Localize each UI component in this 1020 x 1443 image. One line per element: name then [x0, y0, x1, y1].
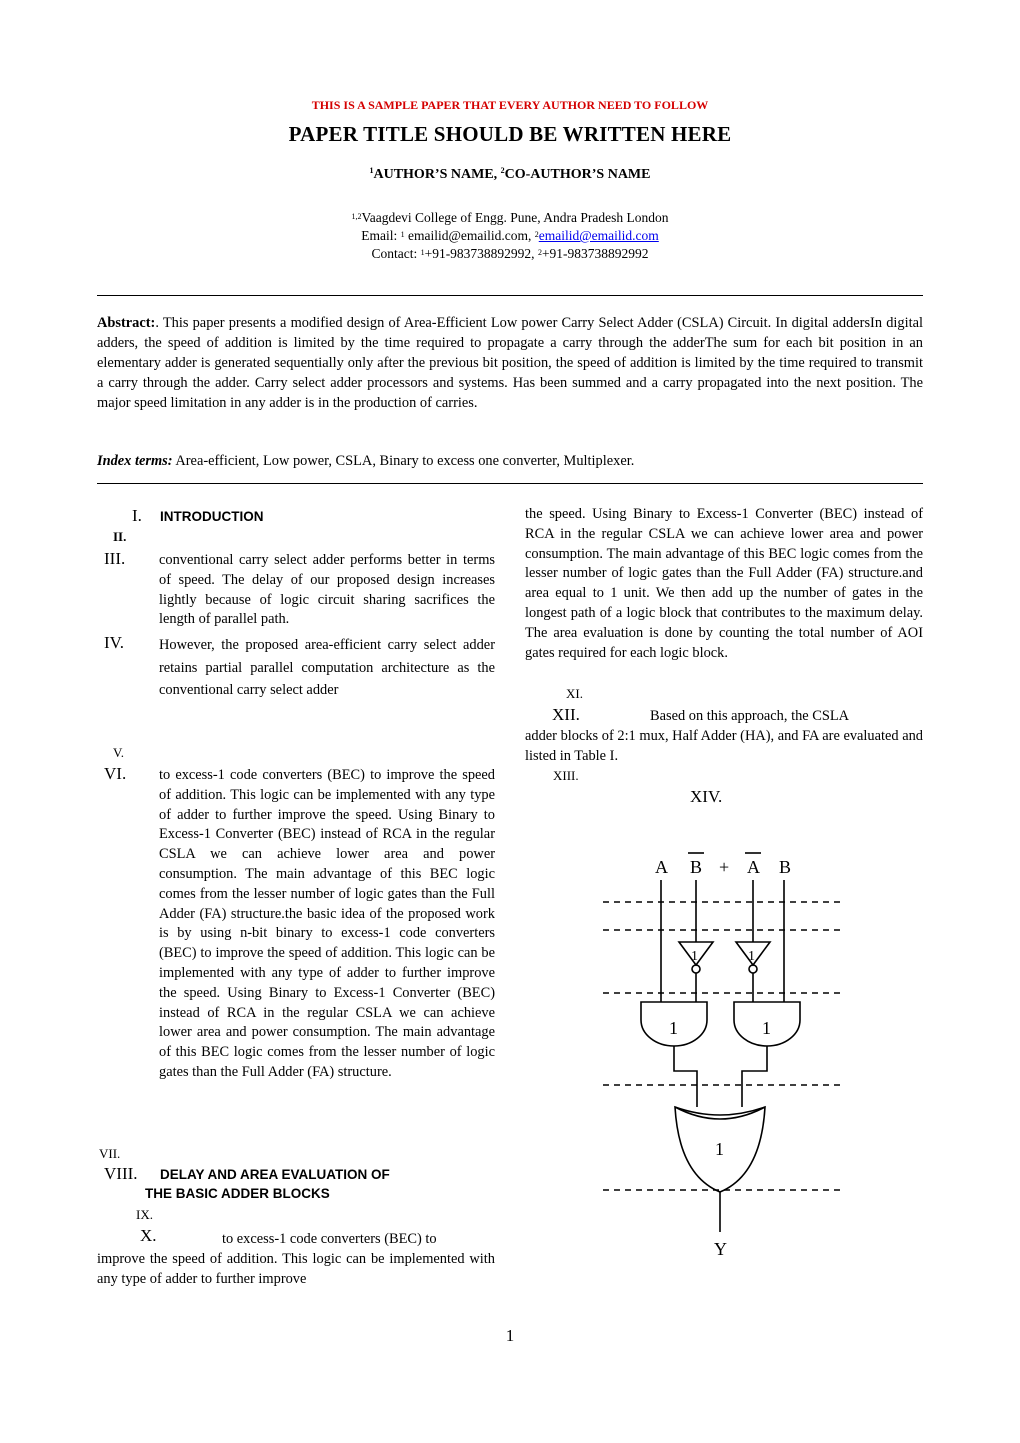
author1-superscript: 1	[369, 166, 374, 175]
contact-label: Contact:	[371, 246, 421, 261]
figure-label-plus: +	[719, 857, 730, 877]
author2-superscript: 2	[500, 166, 505, 175]
email-label: Email:	[361, 228, 401, 243]
paragraph-first-line: to excess-1 code converters (BEC) to	[222, 1231, 437, 1247]
author-name: AUTHOR’S NAME,	[373, 167, 501, 182]
section-number: V.	[113, 745, 124, 760]
figure-label-a-bar: A	[747, 857, 760, 877]
affiliation-text: Vaagdevi College of Engg. Pune, Andra Pradesh London	[361, 210, 669, 225]
paragraph: to excess-1 code converters (BEC) to improve the speed of addition. This logic can be implemented with any type of adder to further improve the speed. Using Binary to Excess-1 Converter (BEC) instead of RCA in the regular CSLA we can achieve lower area and power consumption. The main advantage of this BEC logic comes from the lesser number of logic gates than the Full Adder (FA) structure.the basic idea of the proposed work is by using n-bit binary to excess-1 code converters (BEC) to improve the speed of addition. This logic can be implemented with any type of adder to further improve the speed. Using Binary to Excess-1 Converter (BEC) instead of RCA in the regular CSLA we can achieve lower area and power consumption. The main advantage of this BEC logic comes from the lesser number of logic gates than the Full Adder (FA) structure.	[159, 767, 495, 1080]
section-number: XII.	[552, 705, 580, 724]
contact2: +91-983738892992	[541, 246, 649, 261]
section-number: I.	[132, 506, 142, 525]
email1-superscript: 1	[400, 230, 405, 239]
email2-link[interactable]: emailid@emailid.com	[538, 228, 659, 243]
section-number: VI.	[104, 764, 127, 783]
section-number: VII.	[99, 1146, 121, 1161]
paragraph: improve the speed of addition. This logic can be implemented with any type of adder to further improve	[97, 1251, 495, 1287]
paragraph-first-line: Based on this approach, the CSLA	[650, 708, 850, 724]
index-terms-label: Index terms:	[97, 453, 173, 469]
or-gate-label: 1	[715, 1139, 724, 1159]
email-line	[0, 227, 1020, 245]
section-number: IV.	[104, 633, 124, 652]
coauthor-name: CO-AUTHOR’S NAME	[504, 167, 651, 182]
section-heading-delay-area: DELAY AND AREA EVALUATION OF	[160, 1167, 390, 1182]
email1: emailid@emailid.com,	[404, 228, 535, 243]
index-terms-text: Area-efficient, Low power, CSLA, Binary to excess one converter, Multiplexer.	[172, 453, 635, 469]
paragraph: adder blocks of 2:1 mux, Half Adder (HA), and FA are evaluated and listed in Table I.	[525, 728, 923, 764]
figure-label-b-bar: B	[690, 857, 703, 877]
section-heading-introduction: INTRODUCTION	[160, 509, 264, 524]
section-number: XIII.	[553, 768, 579, 783]
section-number: XIV.	[690, 787, 723, 806]
section-heading-delay-area-cont: THE BASIC ADDER BLOCKS	[145, 1186, 330, 1201]
wire	[742, 1046, 767, 1107]
affiliation-block	[0, 209, 1020, 263]
wire	[674, 1046, 697, 1107]
email2-superscript: 2	[534, 230, 539, 239]
section-number: X.	[140, 1226, 157, 1245]
author-line	[0, 167, 1020, 183]
inverter-label: 1	[748, 949, 755, 964]
section-number: III.	[104, 549, 126, 568]
contact1: +91-983738892992,	[424, 246, 538, 261]
abstract-text: . This paper presents a modified design of Area-Efficient Low power Carry Select Adder (CSLA) Circuit. In digital addersIn digital adders, the speed of addition is limited by the time required to propagate a carry through the adderThe sum for each bit position in an elementary adder is generated sequentially only after the previous bit position, the speed of addition is limited by the time required to transmit a carry through the adder. Carry select adder processors and systems. Has been summed and a carry propagated into the next position. The major speed limitation in any adder is in the production of carries.	[97, 315, 923, 411]
affiliation-superscript: 1,2	[351, 212, 362, 221]
paragraph: However, the proposed area-efficient carry select adder retains partial parallel computation architecture as the conventional carry select adder	[159, 637, 495, 698]
inverter-label: 1	[691, 949, 698, 964]
section-number: II.	[113, 529, 127, 544]
index-terms	[97, 451, 923, 471]
paragraph: conventional carry select adder performs better in terms of speed. The delay of our proposed design increases lightly because of logic circuit sharing sacrifices the length of parallel path.	[159, 552, 495, 628]
section-number: IX.	[136, 1207, 153, 1222]
paper-title: PAPER TITLE SHOULD BE WRITTEN HERE	[288, 122, 732, 146]
page-number: 1	[505, 1326, 515, 1345]
abstract-label: Abstract:	[97, 315, 156, 331]
paragraph: the speed. Using Binary to Excess-1 Converter (BEC) instead of RCA in the regular CSLA we can achieve lower area and power consumption. The main advantage of this BEC logic comes from the lesser number of logic gates than the Full Adder (FA) structure.and area equal to 1 unit. We then add up the number of gates in the longest path of a logic block that contributes to the maximum delay. The area evaluation is done by counting the total number of AOI gates required for each logic block.	[525, 506, 923, 661]
figure-label-a: A	[655, 857, 668, 877]
abstract	[97, 313, 923, 413]
section-number: XI.	[566, 686, 583, 701]
contact-line	[0, 245, 1020, 263]
sample-notice: THIS IS A SAMPLE PAPER THAT EVERY AUTHOR NEED TO FOLLOW	[311, 98, 709, 112]
output-label-y: Y	[714, 1239, 727, 1259]
contact2-superscript: 2	[537, 248, 542, 257]
section-number: VIII.	[104, 1164, 138, 1183]
and-gate-label: 1	[762, 1018, 771, 1038]
affiliation	[0, 209, 1020, 227]
abstract-divider	[97, 483, 923, 484]
logic-circuit-figure	[595, 845, 845, 1265]
top-divider	[97, 295, 923, 296]
or-gate-input-curve	[675, 1107, 765, 1119]
contact1-superscript: 1	[420, 248, 425, 257]
and-gate-label: 1	[669, 1018, 678, 1038]
figure-label-b: B	[779, 857, 792, 877]
